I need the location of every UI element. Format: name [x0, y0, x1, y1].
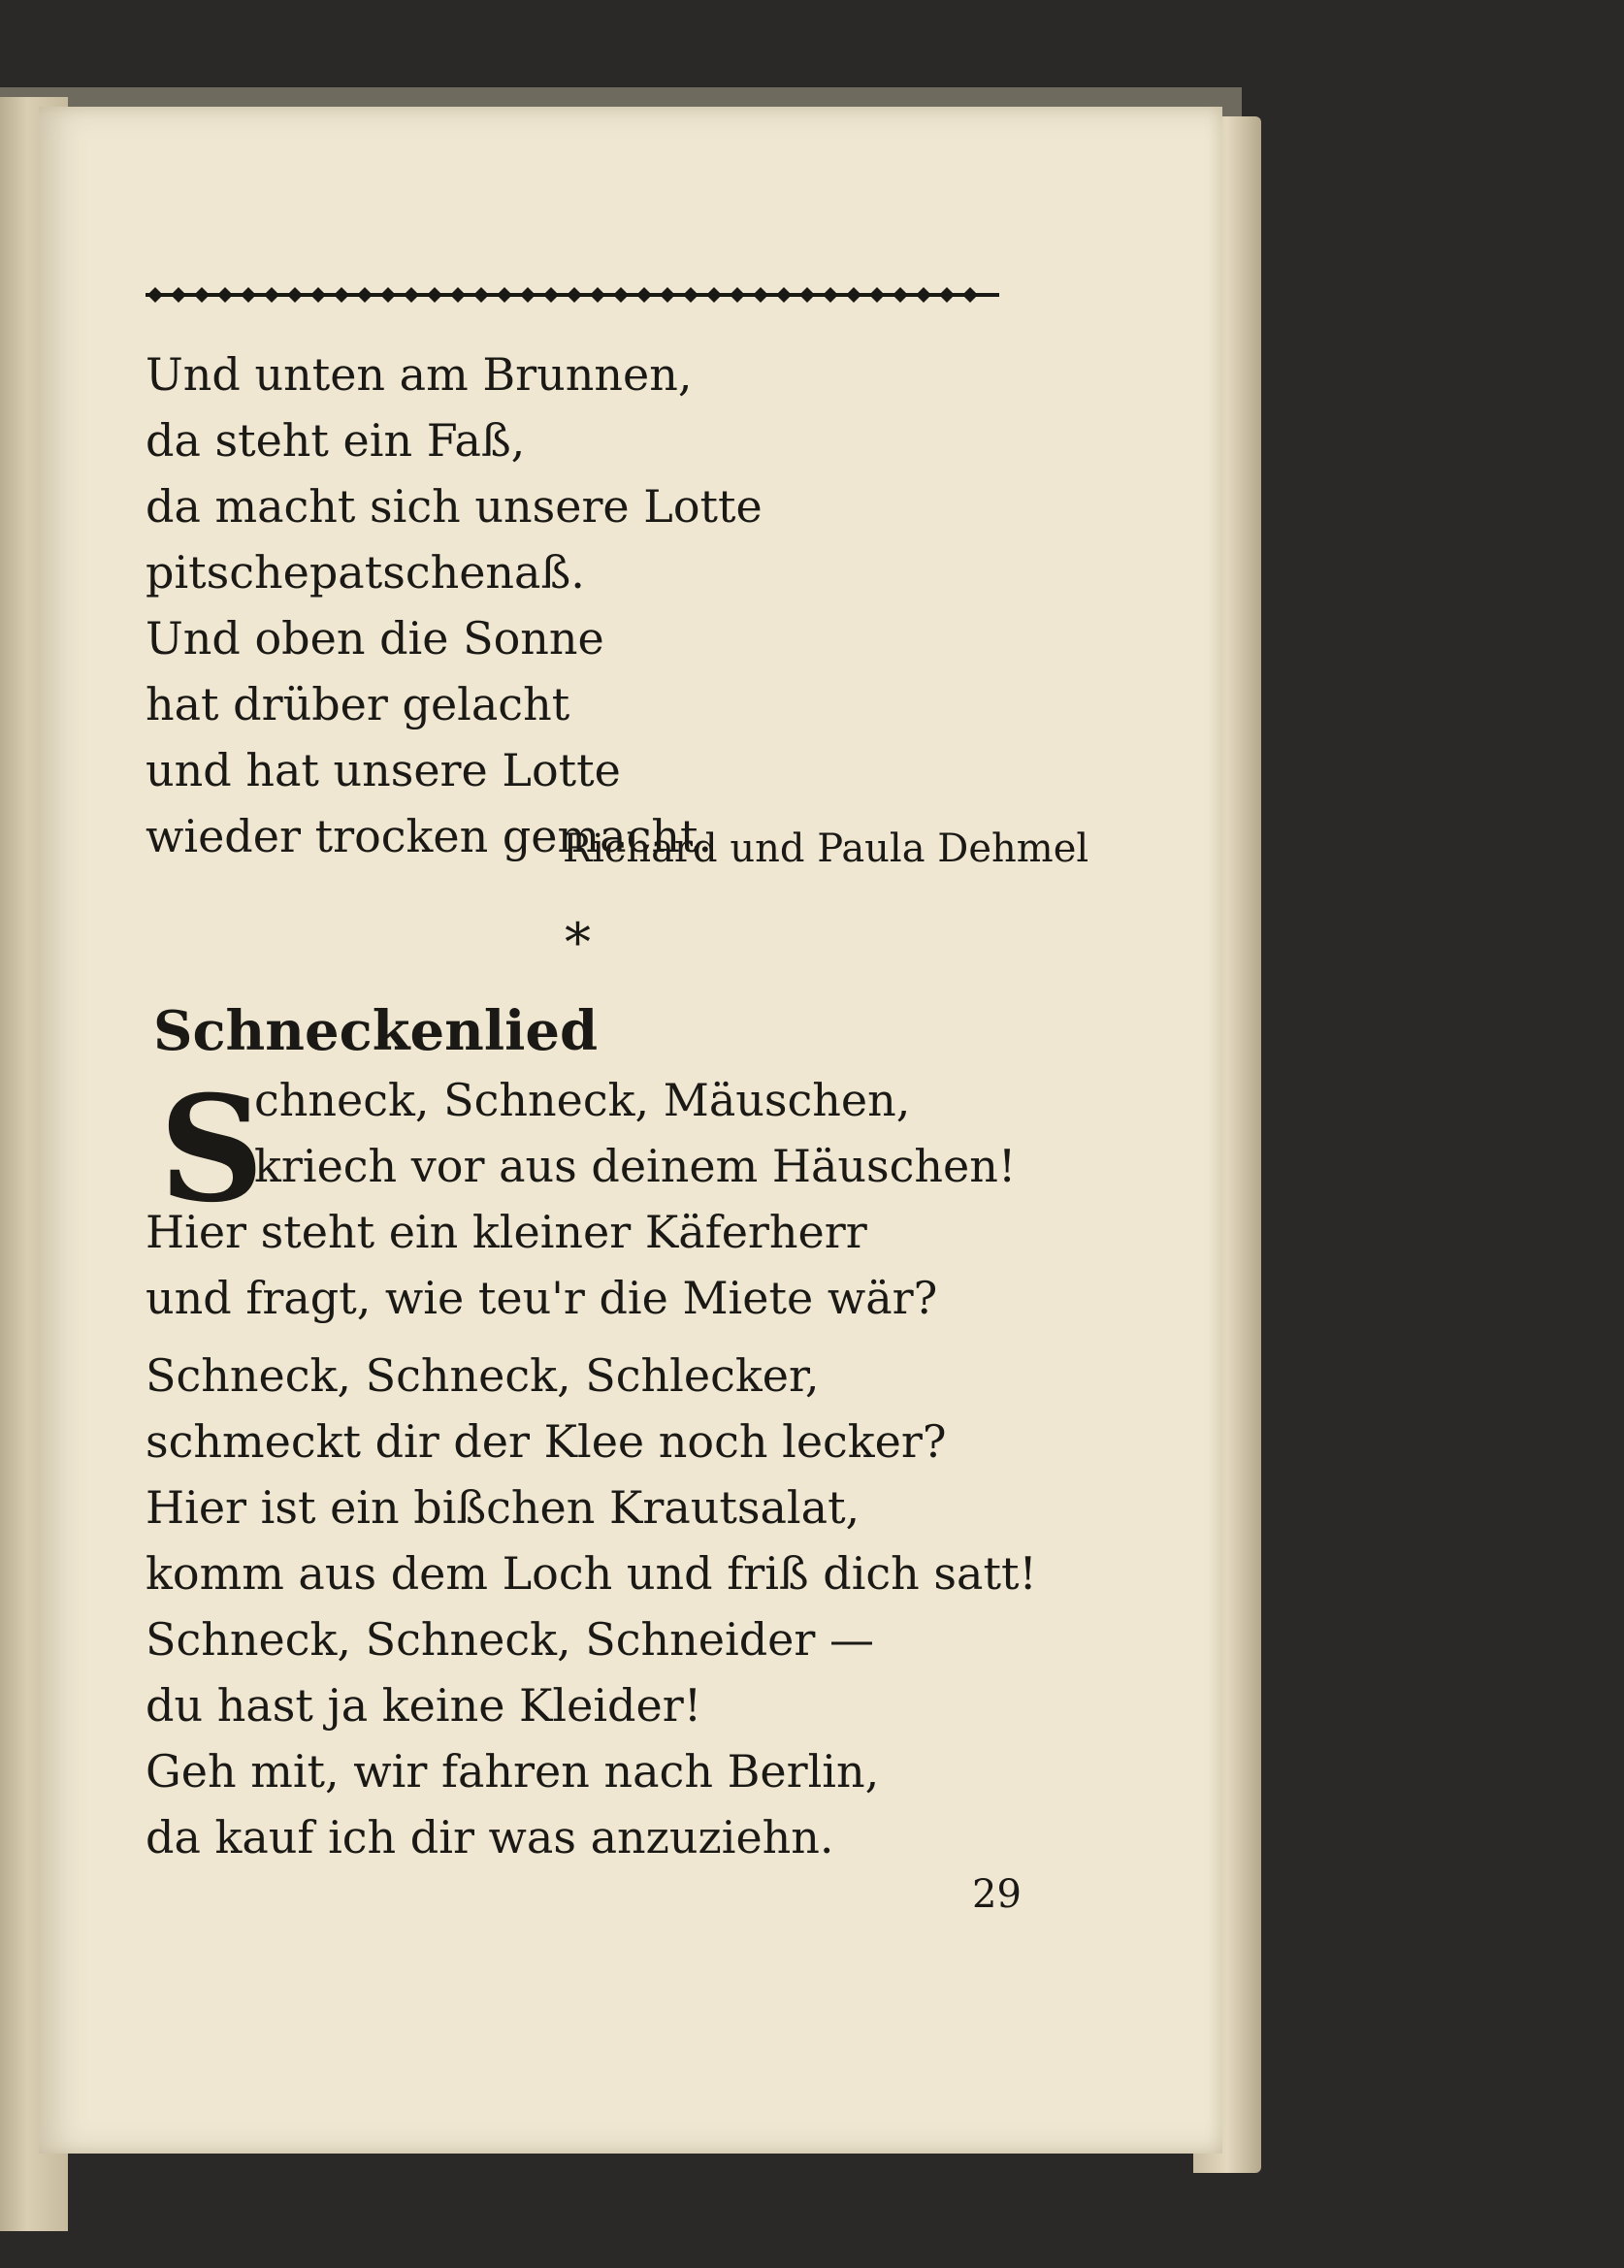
ornament-diamond [520, 287, 536, 303]
drop-cap: S [159, 1064, 265, 1235]
poem-line: da macht sich unsere Lotte [146, 480, 763, 533]
ornament-diamond [846, 287, 861, 303]
ornament-diamond [380, 287, 396, 303]
stanza-3 [146, 1199, 937, 1331]
poem-line: da steht ein Faß, [146, 414, 526, 467]
poem-line: chneck, Schneck, Mäuschen, [254, 1074, 911, 1126]
ornament-diamond [264, 287, 279, 303]
ornament-diamond [497, 287, 512, 303]
ornament-diamond [217, 287, 233, 303]
ornament-diamond [730, 287, 745, 303]
poem-line: Und oben die Sonne [146, 612, 604, 664]
ornament-diamond [753, 287, 768, 303]
poem-title: Schneckenlied [153, 999, 599, 1063]
poem-line: pitschepatschenaß. [146, 546, 585, 599]
ornament-diamond [893, 287, 908, 303]
poem-line: und hat unsere Lotte [146, 744, 621, 796]
poem-line: Schneck, Schneck, Schneider — [146, 1613, 875, 1666]
page-number: 29 [972, 1872, 1022, 1917]
stanza-1 [146, 341, 763, 605]
poem-line: Hier ist ein bißchen Krautsalat, [146, 1481, 861, 1534]
ornament-diamond [287, 287, 303, 303]
ornament-diamond [147, 287, 163, 303]
ornament-diamond [869, 287, 885, 303]
ornament-diamond [706, 287, 722, 303]
ornament-diamond [473, 287, 489, 303]
stanza-5 [146, 1606, 879, 1870]
stanza-3-opening [254, 1067, 1016, 1199]
ornament-diamond [427, 287, 442, 303]
ornament-diamond [334, 287, 349, 303]
ornament-diamond [450, 287, 466, 303]
ornament-diamond [567, 287, 582, 303]
ornament-diamond [939, 287, 955, 303]
poem-line: wieder trocken gemacht. [146, 810, 713, 862]
ornament-diamond [660, 287, 675, 303]
ornament-diamond [241, 287, 256, 303]
author-attribution: Richard und Paula Dehmel [563, 826, 1089, 871]
ornament-diamond [683, 287, 698, 303]
poem-line: hat drüber gelacht [146, 678, 570, 730]
ornament-diamond [357, 287, 373, 303]
ornament-diamond [962, 287, 978, 303]
poem-line: Schneck, Schneck, Schlecker, [146, 1349, 820, 1402]
poem-line: Hier steht ein kleiner Käferherr [146, 1206, 867, 1258]
poem-line: schmeckt dir der Klee noch lecker? [146, 1415, 947, 1468]
stanza-4 [146, 1343, 1037, 1606]
ornament-diamond [916, 287, 931, 303]
ornament-diamond [636, 287, 652, 303]
ornament-diamond [404, 287, 419, 303]
poem-line: komm aus dem Loch und friß dich satt! [146, 1547, 1037, 1600]
ornament-diamond [194, 287, 210, 303]
ornament-divider [146, 283, 999, 307]
ornament-diamond [310, 287, 326, 303]
poem-line: Und unten am Brunnen, [146, 348, 693, 401]
ornament-diamond [171, 287, 186, 303]
poem-line: du hast ja keine Kleider! [146, 1679, 702, 1732]
ornament-diamond [613, 287, 629, 303]
poem-line: kriech vor aus deinem Häuschen! [254, 1140, 1017, 1192]
poem-line: Geh mit, wir fahren nach Berlin, [146, 1745, 880, 1798]
poem-line: da kauf ich dir was anzuziehn. [146, 1811, 834, 1863]
ornament-diamond [776, 287, 792, 303]
ornament-diamond [590, 287, 605, 303]
ornament-diamond [799, 287, 815, 303]
ornament-diamond [823, 287, 838, 303]
ornament-diamond [543, 287, 559, 303]
poem-line: und fragt, wie teu'r die Miete wär? [146, 1272, 938, 1324]
asterisk-separator: * [565, 912, 591, 973]
